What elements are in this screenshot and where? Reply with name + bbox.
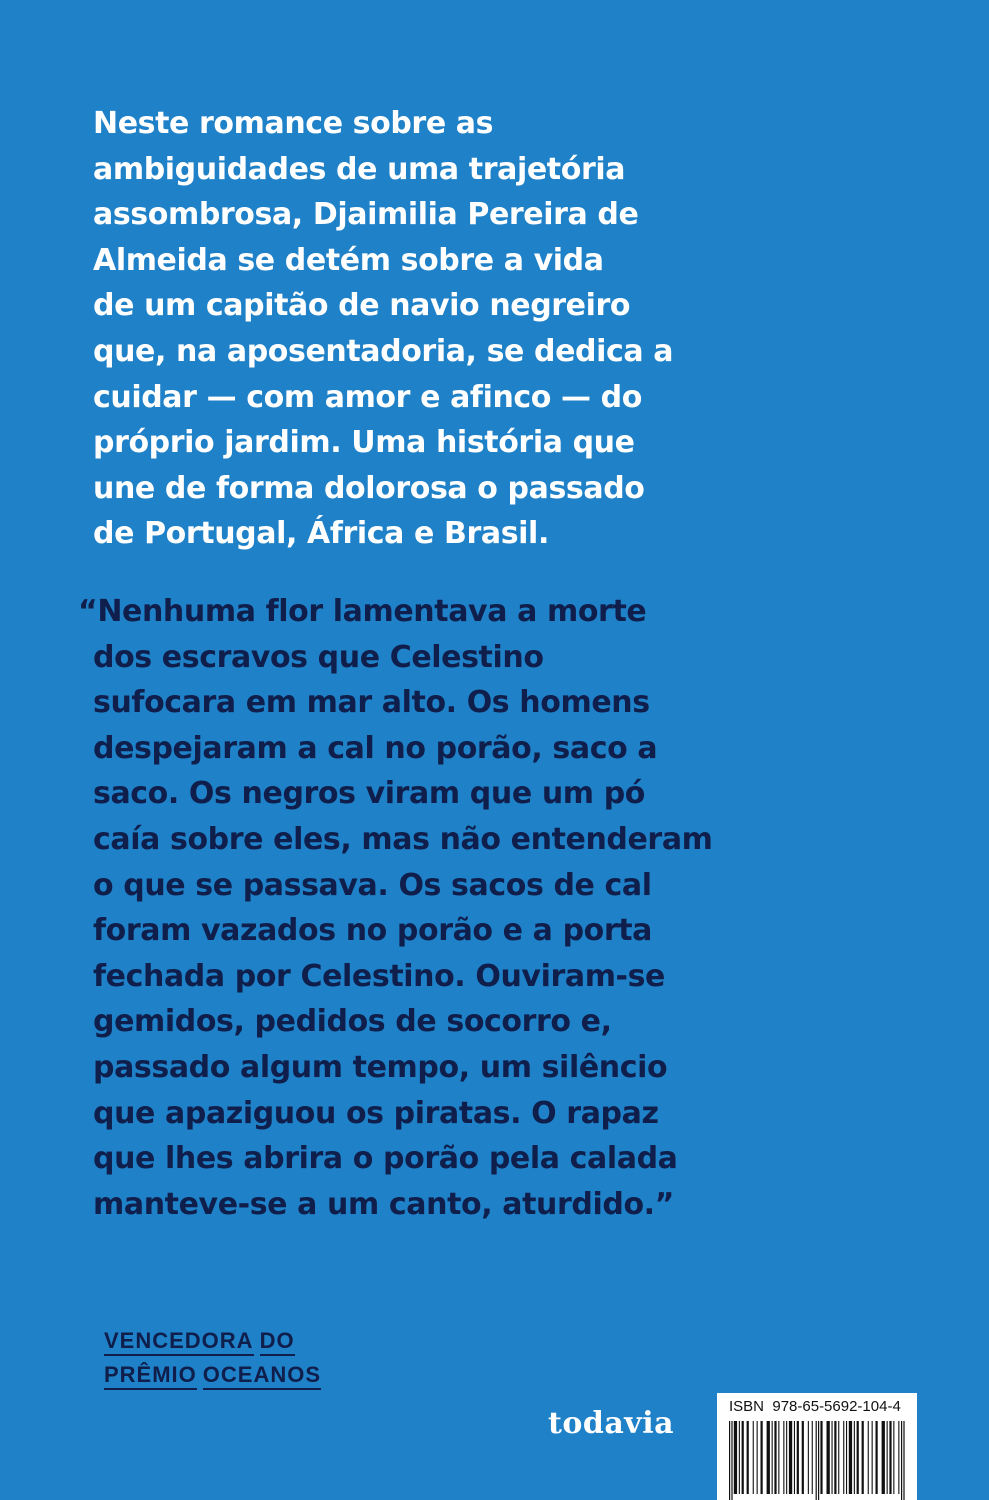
blurb-line: que, na aposentadoria, se dedica a	[93, 333, 674, 369]
barcode-bar	[820, 1421, 822, 1494]
award-word: OCEANOS	[203, 1364, 321, 1390]
barcode-bar	[868, 1421, 869, 1494]
barcode-bar	[872, 1421, 873, 1494]
quote-line: despejaram a cal no porão, saco a	[93, 730, 658, 766]
book-blurb	[93, 101, 733, 557]
barcode-bars	[727, 1421, 907, 1500]
book-excerpt-quote	[78, 589, 778, 1227]
barcode-bar	[889, 1421, 891, 1494]
barcode-bar	[753, 1421, 754, 1494]
barcode-bar	[849, 1421, 852, 1494]
barcode-bar	[778, 1421, 779, 1494]
barcode-bar	[846, 1421, 847, 1494]
barcode-bar	[816, 1421, 817, 1500]
barcode-bar	[729, 1421, 730, 1500]
quote-line: que lhes abrira o porão pela calada	[93, 1141, 678, 1177]
barcode-bar	[903, 1421, 904, 1500]
barcode-bar	[767, 1421, 770, 1494]
barcode-bar	[893, 1421, 894, 1494]
quote-line: o que se passava. Os sacos de cal	[93, 867, 652, 903]
quote-line: dos escravos que Celestino	[93, 639, 544, 675]
quote-line: que apaziguou os piratas. O rapaz	[93, 1095, 659, 1131]
isbn-label: ISBN	[729, 1398, 765, 1415]
barcode-bar	[818, 1421, 819, 1500]
barcode-bar	[794, 1421, 795, 1494]
award-word: VENCEDORA	[104, 1330, 254, 1356]
barcode-bar	[757, 1421, 758, 1494]
barcode-bar	[739, 1421, 740, 1494]
blurb-line: une de forma dolorosa o passado	[93, 470, 645, 506]
barcode-bar	[789, 1421, 792, 1494]
quote-line: passado algum tempo, um silêncio	[93, 1049, 668, 1085]
barcode-bar	[832, 1421, 833, 1494]
quote-line: caía sobre eles, mas não entenderam	[93, 821, 713, 857]
quote-line: “Nenhuma flor lamentava a morte	[78, 594, 647, 629]
quote-line: saco. Os negros viram que um pó	[93, 776, 645, 812]
barcode-bar	[862, 1421, 864, 1494]
award-word: PRÊMIO	[104, 1364, 197, 1390]
barcode-bar	[747, 1421, 749, 1494]
barcode-bar	[761, 1421, 763, 1494]
isbn-text	[729, 1398, 901, 1415]
barcode-bar	[774, 1421, 776, 1494]
blurb-line: cuidar — com amor e afinco — do	[93, 379, 642, 415]
barcode-bar	[854, 1421, 855, 1494]
barcode-bar	[901, 1421, 902, 1500]
barcode-bar	[882, 1421, 885, 1494]
blurb-line: Neste romance sobre as	[93, 106, 494, 141]
quote-line: fechada por Celestino. Ouviram-se	[93, 958, 666, 994]
barcode-bar	[838, 1421, 839, 1494]
quote-line: sufocara em mar alto. Os homens	[93, 685, 650, 721]
blurb-line: próprio jardim. Uma história que	[93, 425, 635, 461]
blurb-line: ambiguidades de uma trajetória	[93, 151, 626, 187]
isbn-barcode	[717, 1393, 917, 1500]
barcode-bar	[887, 1421, 888, 1494]
barcode-bar	[827, 1421, 830, 1494]
barcode-bar	[812, 1421, 813, 1494]
barcode-bar	[742, 1421, 744, 1494]
barcode-bar	[857, 1421, 859, 1494]
award-line-1	[104, 1324, 327, 1358]
barcode-bar	[843, 1421, 844, 1494]
barcode-bar	[731, 1421, 732, 1500]
barcode-bar	[802, 1421, 804, 1494]
barcode-bar	[898, 1421, 899, 1494]
isbn-number: 978-65-5692-104-4	[772, 1398, 901, 1415]
barcode-bar	[797, 1421, 799, 1494]
blurb-line: de um capitão de navio negreiro	[93, 288, 631, 324]
barcode-bar	[783, 1421, 784, 1494]
award-badge	[104, 1324, 327, 1392]
quote-line: foram vazados no porão e a porta	[93, 913, 653, 949]
award-word: DO	[260, 1330, 295, 1356]
blurb-line: Almeida se detém sobre a vida	[93, 242, 604, 278]
barcode-bar	[808, 1421, 809, 1494]
barcode-bar	[734, 1421, 737, 1494]
blurb-line: assombrosa, Djaimilia Pereira de	[93, 197, 639, 233]
barcode-bar	[876, 1421, 878, 1494]
barcode-bar	[786, 1421, 787, 1494]
barcode-bar	[772, 1421, 773, 1494]
award-line-2	[104, 1358, 327, 1392]
quote-line: manteve-se a um canto, aturdido.”	[93, 1186, 674, 1222]
barcode-bar	[834, 1421, 836, 1494]
publisher-logo: todavia	[548, 1406, 675, 1441]
blurb-line: de Portugal, África e Brasil.	[93, 516, 549, 552]
quote-line: gemidos, pedidos de socorro e,	[93, 1004, 612, 1040]
